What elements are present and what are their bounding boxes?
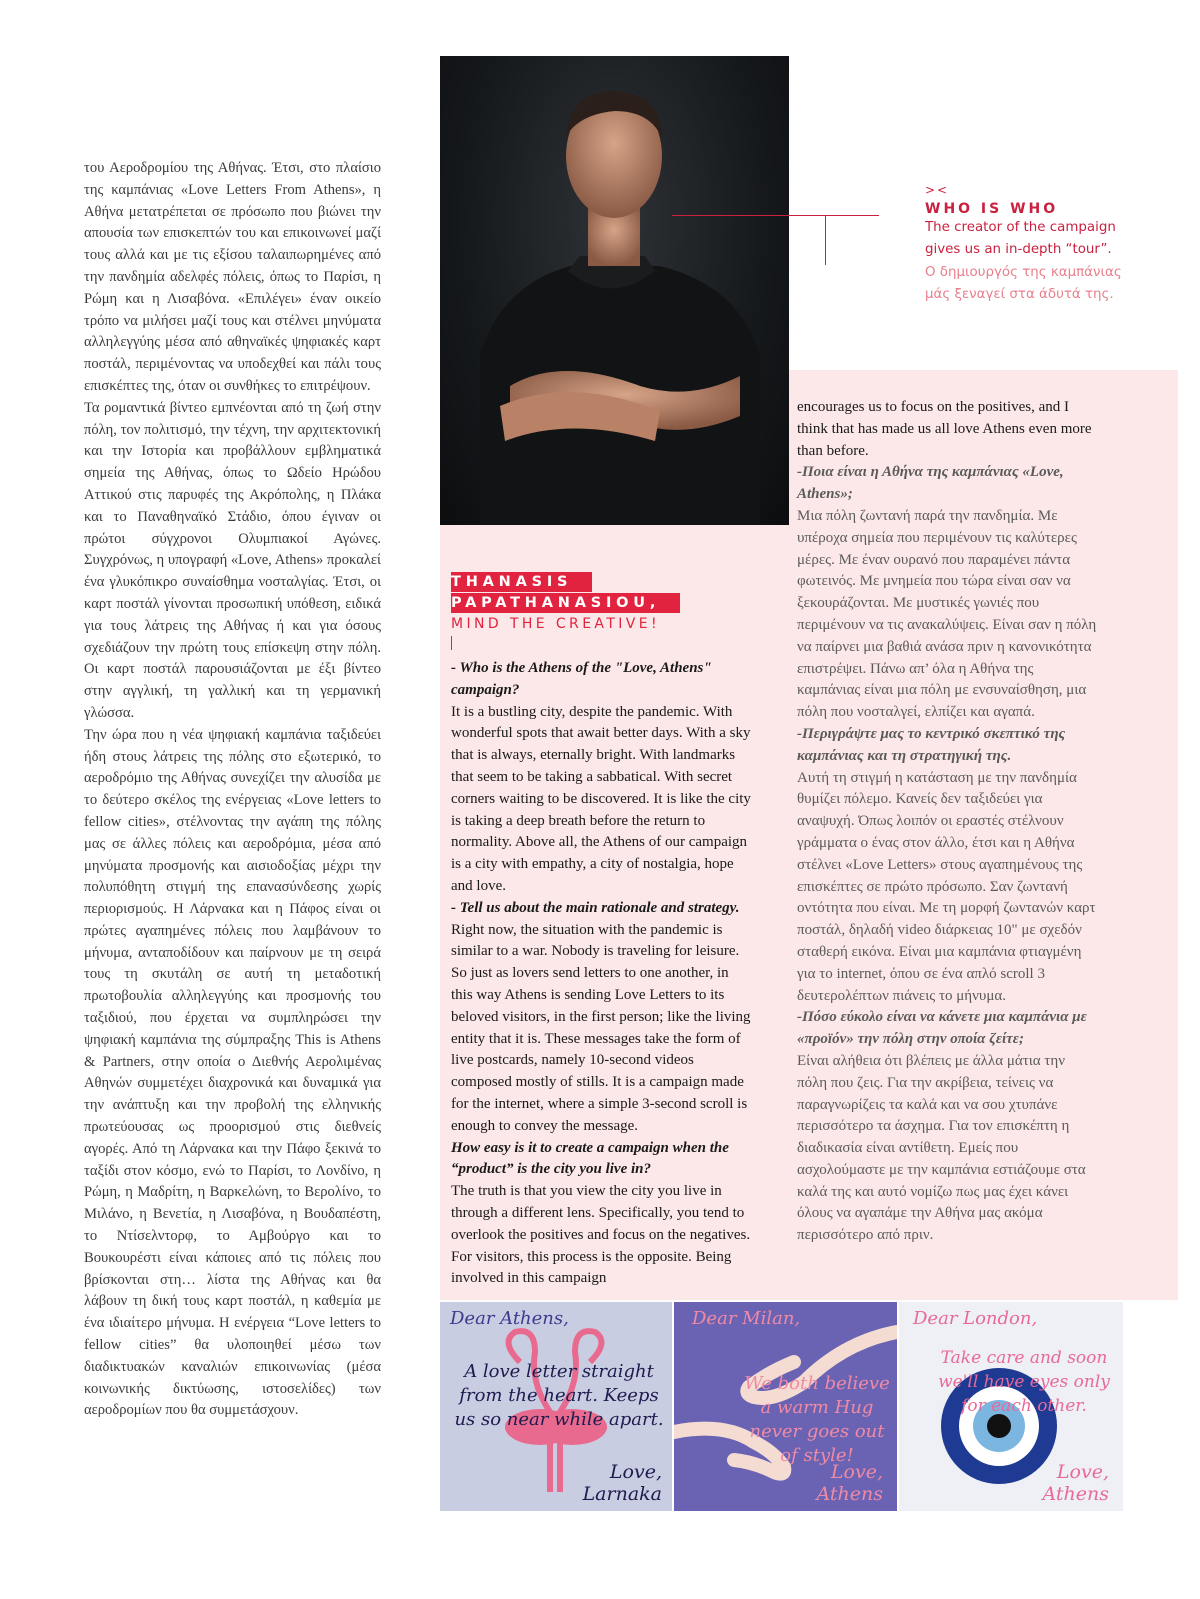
signature-city: Larnaka (582, 1483, 662, 1505)
interviewee-heading (451, 571, 751, 650)
signature-love: Love, (609, 1461, 662, 1483)
name-line-1: THANASIS (451, 572, 592, 592)
question-gr: -Ποια είναι η Αθήνα της καμπάνιας «Love, Athens»; (797, 464, 1064, 503)
connector-horizontal-line (672, 215, 879, 216)
answer: The truth is that you view the city you live in through a different lens. Specifically, you tend to overlook the positives and focus on the negatives. For visitors, this process is the opposite. Being involved in this campaign (451, 1183, 751, 1287)
postcard-signature (1043, 1461, 1110, 1505)
interview-english-column (451, 658, 751, 1290)
name-line-2: PAPATHANASIOU, (451, 593, 680, 613)
answer-gr: Αυτή τη στιγμή η κατάσταση με την πανδημία θυμίζει πόλεμο. Κανείς δεν ταξιδεύει για αναψυχή. Όπως λοιπόν οι εραστές στέλνουν γράμματα ο ένας στον άλλο, έτσι και η Αθήνα στέλνει «Love Letters» στους αγαπημένους της επισκέπτες σε πρώτο πρόσωπο. Σαν ζωντανή οντότητα που είναι. Με τη μορφή ζωντανών καρτ ποστάλ, δηλαδή video διάρκειας 10" με σχεδόν σταθερή εικόνα. Είναι μια καμπάνια φτιαγμένη για το internet, όπου σε ένα απλό scroll 3 δευτερολέπτων πιάνεις το μήνυμα. (797, 769, 1096, 1004)
signature-love: Love, (830, 1461, 883, 1483)
article-paragraph: Τα ρομαντικά βίντεο εμπνέονται από τη ζωή στην πόλη, τον πολιτισμό, την τέχνη, την αρχιτεκτονική και την Ιστορία και προβάλλουν εμβληματικά σημεία της Αθήνας, όπως το Ωδείο Ηρώδου Αττικού στις παρυφές της Ακρόπολης, η Πλάκα και το Παναθηναϊκό Στάδιο, όπου έγιναν οι πρώτοι σύγχρονοι Ολυμπιακοί Αγώνες. Συγχρόνως, η υπογραφή «Love, Athens» προκαλεί ένα γλυκόπικρο συναίσθημα νοσταλγίας. Έτσι, οι καρτ ποστάλ γίνονται προσωπική υπόθεση, ειδικά για τους λάτρεις της Αθήνας ή και για όσους σχεδιάζουν την πρώτη τους επίσκεψη στην πόλη. Οι καρτ ποστάλ παρουσιάζονται με έξι βίντεο στην αγγλική, τη γαλλική και τη γερμανική γλώσσα. (84, 399, 381, 721)
answer-gr: Είναι αλήθεια ότι βλέπεις με άλλα μάτια την πόλη που ζεις. Για την ακρίβεια, τείνεις να παραγνωρίζεις τα καλά και να σου χτυπάνε περισσότερο τα άσχημα. Για τον επισκέπτη η διαδικασία είναι αντίθετη. Εμείς που ασχολούμαστε με την καμπάνια εστιάζουμε στα καλά της και αυτό νομίζω πως μας έχει κάνει όλους να αγαπάμε την Αθήνα μας ακόμα περισσότερο από πριν. (797, 1052, 1086, 1244)
connector-vertical-line (825, 215, 826, 265)
portrait-photo (440, 56, 789, 525)
left-article-column (84, 158, 381, 1422)
postcard-signature (583, 1461, 662, 1505)
role-divider (451, 636, 452, 650)
question-gr: -Πόσο εύκολο είναι να κάνετε μια καμπάνια με «προϊόν» την πόλη στην οποία ζείτε; (797, 1009, 1087, 1048)
postcard-dear: Dear Athens, (450, 1308, 569, 1329)
question-gr: -Περιγράψτε μας το κεντρικό σκεπτικό της καμπάνιας και τη στρατηγική της. (797, 725, 1066, 764)
postcard-dear: Dear Milan, (692, 1308, 801, 1329)
signature-city: Athens (816, 1483, 883, 1505)
postcard-london (899, 1302, 1123, 1511)
postcard-larnaka (440, 1302, 672, 1511)
postcards-strip (440, 1302, 1123, 1511)
postcard-message: Take care and soon we'll have eyes only for each other. (938, 1348, 1110, 1416)
article-paragraph: Την ώρα που η νέα ψηφιακή καμπάνια ταξιδεύει ήδη στους λάτρεις της πόλης στο εξωτερικό, το αεροδρόμιο της Αθήνας συνεχίζει την αλυσίδα με το δεύτερο σκέλος της ενέργειας «Love letters to fellow cities», στέλνοντας την αγάπη της πόλης μας σε άλλες πόλεις και αεροδρόμια, μέσα από μηνύματα προσμονής και αισιοδοξίας μέχρι την πολυπόθητη στιγμή της επανασύνδεσης χωρίς περιορισμούς. Η Λάρνακα και η Πάφος είναι οι πρώτες αγαπημένες πόλεις που λαμβάνουν το μήνυμα, ανταποδίδουν και παίρνουν με τη σειρά τους τη σκυτάλη σε αυτή τη μεταδοτική πρωτοβουλία αλληλεγγύης και προσμονής του ταξιδιού, που έρχεται να συμπληρώσει την ψηφιακή καμπάνια της σύμπραξης This is Athens & Partners, στην οποία ο Διεθνής Αερολιμένας Αθηνών συμμετέχει διαχρονικά και δυναμικά για την ανάπτυξη και την προβολή της ελληνικής πρωτεύουσας ως προορισμού στις διεθνείς αγορές. Από τη Λάρνακα και την Πάφο ξεκινά το ταξίδι στον κόσμο, ενώ το Παρίσι, το Λονδίνο, η Ρώμη, η Μαδρίτη, η Βαρκελώνη, το Βερολίνο, το Μιλάνο, η Βενετία, η Λισαβόνα, η Βουδαπέστη, το Ντίσελντορφ, το Αμβούργο και το Βουκουρέστι είναι κάποιες από τις πόλεις που βρίσκονται στη… λίστα της Αθήνας και θα λάβουν τη δική τους καρτ ποστάλ, η καθεμία με ένα ιδιαίτερο μήνυμα. Η ενέργεια “Love letters to fellow cities” θα υλοποιηθεί μέσω των διαδικτυακών καναλιών επικοινωνίας (μέσα κοινωνικής δικτύωσης, ιστοσελίδες) των αεροδρομίων που θα συμμετάσχουν. (84, 726, 381, 1419)
postcard-milan (674, 1302, 897, 1511)
portrait-illustration (440, 56, 789, 525)
answer: Right now, the situation with the pandemic is similar to a war. Nobody is traveling for leisure. So just as lovers send letters to one another, in this way Athens is sending Love Letters to its beloved visitors, in the first person; like the living entity that it is. These messages take the form of live postcards, namely 10-second videos composed mostly of stills. It is a campaign made for the internet, where a simple 3-second scroll is enough to convey the message. (451, 921, 751, 1134)
postcard-message: A love letter straight from the heart. Keeps us so near while apart. (454, 1361, 664, 1430)
sidebar-text-gr: Ο δημιουργός της καμπάνιας μάς ξεναγεί στα άδυτά της. (925, 265, 1122, 302)
question: - Tell us about the main rationale and strategy. (451, 899, 740, 916)
answer-gr: Μια πόλη ζωντανή παρά την πανδημία. Με υπέροχα σημεία που περιμένουν τις καλύτερες μέρες. Με έναν ουρανό που παραμένει πάντα φωτεινός. Με μνημεία που τώρα είναι σαν να ξεκουράζονται. Με μυστικές γωνιές που περιμένουν να τις ανακαλύψεις. Είναι σαν η πόλη να παίρνει μια βαθιά ανάσα πριν η κανονικότητα επιστρέψει. Πάνω απ’ όλα η Αθήνα της καμπάνιας είναι μια πόλη με ενσυναίσθηση, μια πόλη που νοσταλγεί, ελπίζει και αγαπά. (797, 507, 1097, 721)
answer-continued: encourages us to focus on the positives, and I think that has made us all love Athens even more than before. (797, 399, 1092, 459)
interview-greek-column (797, 397, 1097, 1247)
sidebar-text-en: The creator of the campaign gives us an in-depth “tour”. (925, 220, 1116, 257)
interviewee-role: MIND THE CREATIVE! (451, 616, 661, 632)
sidebar-arrows: >< (925, 183, 950, 197)
who-is-who-sidebar (925, 183, 1125, 305)
signature-city: Athens (1042, 1483, 1109, 1505)
article-paragraph: του Αεροδρομίου της Αθήνας. Έτσι, στο πλαίσιο της καμπάνιας «Love Letters From Athens», η Αθήνα μετατρέπεται σε πρόσωπο που βιώνει την απουσία των επισκεπτών του και επικοινωνεί μαζί τους αλλά και με τις εξίσου ταλαιπωρημένες από την πανδημία αδελφές πόλεις, όπως το Παρίσι, η Ρώμη και η Λισαβόνα. «Επιλέγει» έναν οικείο τρόπο να μιλήσει μαζί τους και στέλνει μηνύματα αλληλεγγύης μέσα από αθηναϊκές ψηφιακές καρτ ποστάλ, περιμένοντας να υποδεχθεί και πάλι τους επισκέπτες της, όταν οι συνθήκες το επιτρέψουν. (84, 160, 381, 394)
postcard-message: We both believe a warm Hug never goes out of style! (744, 1373, 890, 1466)
signature-love: Love, (1056, 1461, 1109, 1483)
sidebar-title: WHO IS WHO (925, 201, 1059, 217)
postcard-signature (817, 1461, 884, 1505)
question: How easy is it to create a campaign when the “product” is the city you live in? (451, 1139, 729, 1178)
answer: It is a bustling city, despite the pandemic. With wonderful spots that await better days. With a sky that is always, eternally bright. With landmarks that seem to be taking a sabbatical. With secret corners waiting to be discovered. It is like the city is taking a deep breath before the return to normality. Above all, the Athens of our campaign is a city with empathy, a city of nostalgia, hope and love. (451, 703, 751, 894)
question: - Who is the Athens of the "Love, Athens" campaign? (451, 660, 712, 698)
postcard-dear: Dear London, (913, 1308, 1038, 1329)
